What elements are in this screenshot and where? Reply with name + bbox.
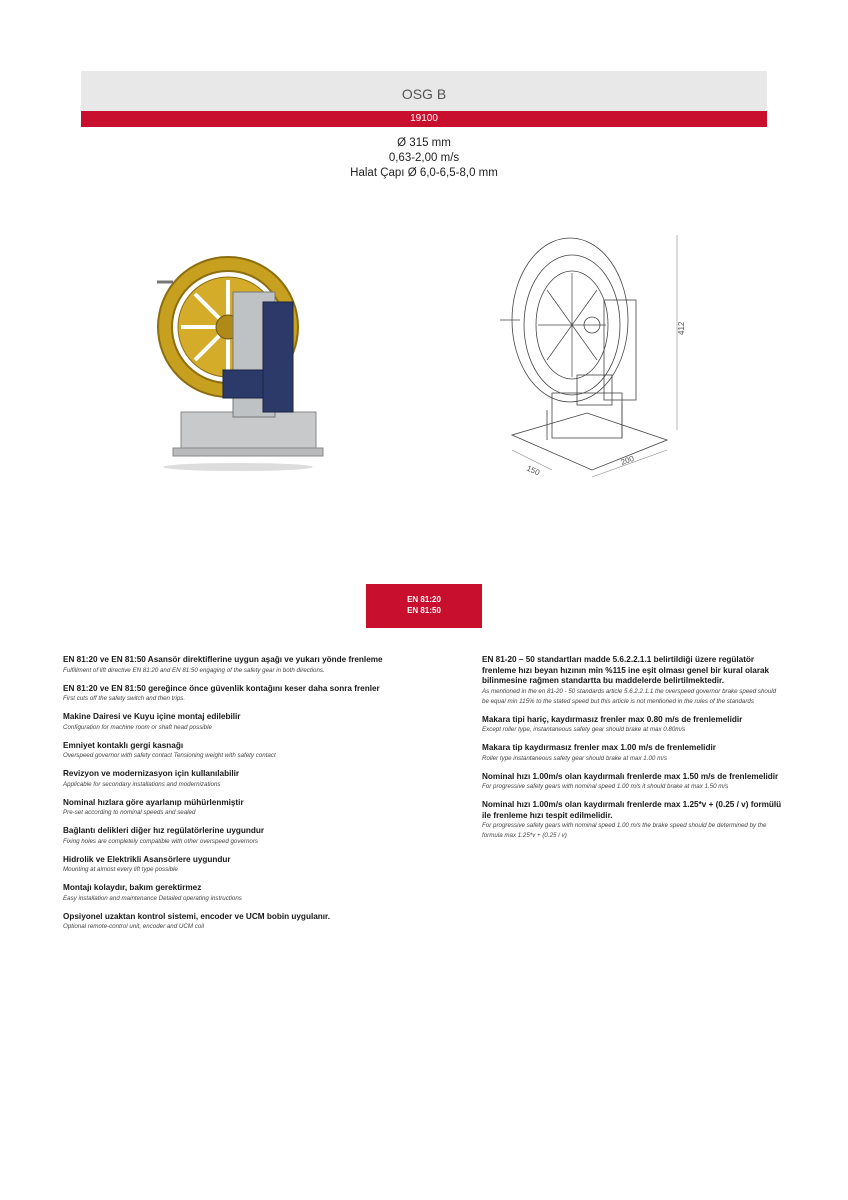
product-code: 19100 [81, 111, 767, 127]
feature-item: Nominal hızı 1.00m/s olan kaydırmalı frenlerde max 1.50 m/s de frenlemelidir For progressive safety gears with nominal speed 1.00 m/s it should brake at max 1.50 m/s [482, 771, 779, 790]
feature-item: EN 81:20 ve EN 81:50 gereğince önce güvenlik kontağını keser daha sonra frenler First cuts off the safety switch and then trips. [63, 683, 380, 702]
standards-badge [366, 584, 482, 628]
feature-list-left [63, 655, 383, 940]
feature-item: Opsiyonel uzaktan kontrol sistemi, encoder ve UCM bobin uygulanır. Optional remote-control unit, encoder and UCM coil [63, 911, 331, 930]
feature-item: EN 81-20 – 50 standartları madde 5.6.2.2.1.1 belirtildiği üzere regülatör frenleme hızı beyan hızının min %115 ine eşit olması genel bir kural olarak bilinmesine rağmen standartta bu maddelerde belirtilmektedir. As mentioned in the en 81-20 - 50 standards article 5.6.2.2.1.1 the overspeed governor brake speed should be equal min 115% to the stated speed but this article is not mentioned in the rules of the standards [482, 655, 777, 705]
feature-item: Emniyet kontaklı gergi kasnağı Overspeed governor with safety contact Tensioning weight with safety contact [63, 740, 276, 759]
specs-block [81, 136, 767, 181]
dim-width-label: 200 [619, 453, 636, 467]
spec-diameter: Ø 315 mm [397, 137, 451, 149]
feature-item: Revizyon ve modernizasyon için kullanılabilir Applicable for secondary installations and modernizations [63, 769, 240, 788]
feature-item: Nominal hızı 1.00m/s olan kaydırmalı frenlerde max 1.25*v + (0.25 / v) formülü ile frenleme hızı tespit edilmelidir. For progressive safety gears with nominal speed 1.00 m/s the brake speed should be determined by the formula max 1.25*v + (0.25 / v) [482, 800, 782, 839]
standard-en8120: EN 81:20 [407, 595, 441, 604]
feature-item: Nominal hızlara göre ayarlanıp mühürlenmiştir Pre-set according to nominal speeds and sealed [63, 797, 244, 816]
dim-depth-label: 150 [525, 463, 542, 478]
feature-item: Makine Dairesi ve Kuyu içine montaj edilebilir Configuration for machine room or shaft head possible [63, 712, 241, 731]
feature-item: Makara tipi hariç, kaydırmasız frenler max 0.80 m/s de frenlemelidir Except roller type, instantaneous safety gear should brake at max 0.80m/s [482, 714, 743, 733]
product-photo [143, 222, 333, 472]
standard-en8150: EN 81:50 [407, 606, 441, 615]
feature-item: Montajı kolaydır, bakım gerektirmez Easy installation and maintenance Detailed operating instructions [63, 883, 242, 902]
feature-item: Makara tip kaydırmasız frenler max 1.00 m/s de frenlemelidir Roller type instantaneous safety gear should brake at max 1.00 m/s [482, 743, 716, 762]
feature-item: Bağlantı delikleri diğer hız regülatörlerine uygundur Fixing holes are completely compatible with other overspeed governors [63, 826, 265, 845]
dim-height-label: 412 [677, 321, 686, 335]
spec-speed: 0,63-2,00 m/s [388, 152, 460, 164]
product-title: OSG B [81, 71, 767, 111]
spec-rope: Halat Çapı Ø 6,0-6,5-8,0 mm [350, 167, 498, 179]
technical-drawing [492, 225, 692, 485]
feature-item: Hidrolik ve Elektrikli Asansörlere uygundur Mounting at almost every lift type possible [63, 854, 231, 873]
feature-item: EN 81:20 ve EN 81:50 Asansör direktiflerine uygun aşağı ve yukarı yönde frenleme Fulfillment of lift directive EN 81:20 and EN 81:50 engaging of the safety gear in both directions. [63, 655, 383, 674]
feature-list-right [482, 655, 782, 849]
